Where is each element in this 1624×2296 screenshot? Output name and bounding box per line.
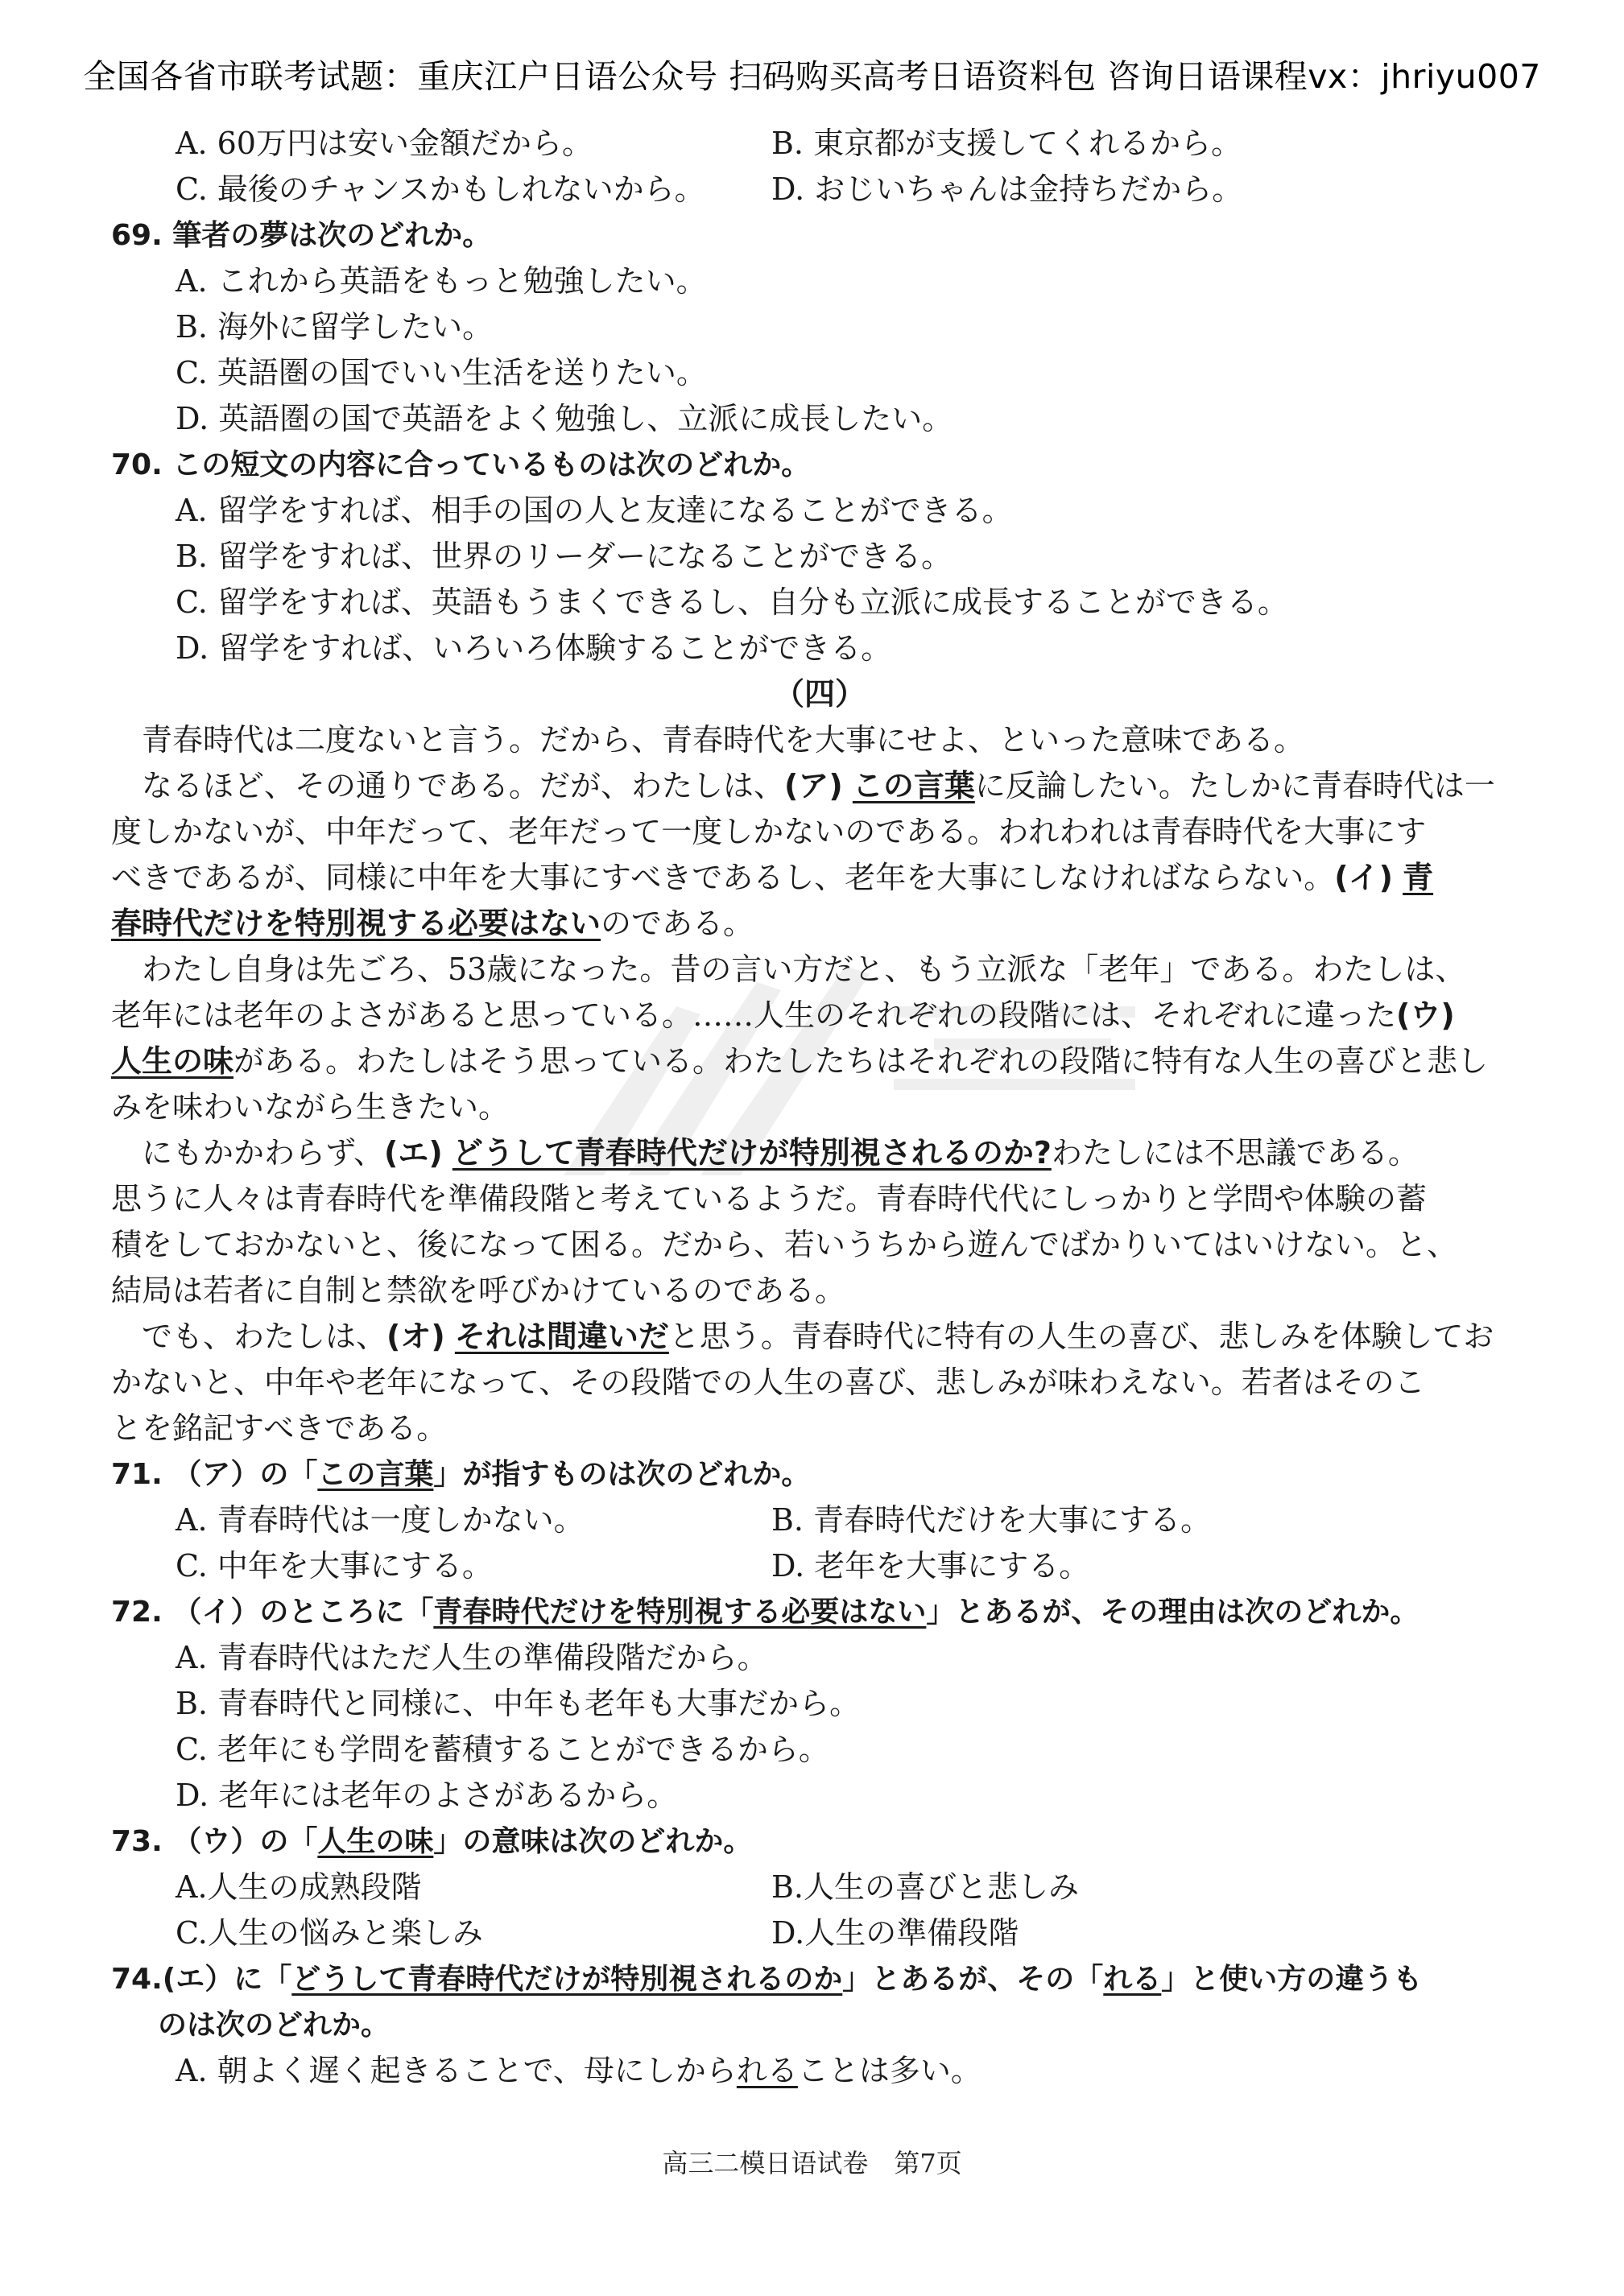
passage-line: 積をしておかないと、後になって困る。だから、若いうちから遊んでばかりいてはいけない。と、 [111,1227,1458,1262]
option-d: D. 留学をすれば、いろいろ体験することができる。 [176,630,892,666]
passage-line: でも、わたしは、(オ) それは間違いだと思う。青春時代に特有の人生の喜び、悲しみを体験してお [142,1319,1494,1354]
reading-passage [111,717,1528,1452]
option-b: B.人生の喜びと悲しみ [771,1869,1080,1905]
q68-options-row-1 [111,121,1528,167]
option-b: B. 青春時代だけを大事にする。 [771,1502,1212,1538]
option-d: D. 老年には老年のよさがあるから。 [176,1778,678,1813]
option-b: B. 留学をすれば、世界のリーダーになることができる。 [176,539,952,574]
passage-line: にもかかわらず、(エ) どうして青春時代だけが特別視されるのか?わたしには不思議である。 [142,1135,1419,1171]
option-c: C.人生の悩みと楽しみ [176,1915,483,1951]
passage-line: なるほど、その通りである。だが、わたしは、(ア) この言葉に反論したい。たしかに青春時代は一 [142,768,1495,803]
passage-line: とを銘記すべきである。 [111,1410,448,1446]
passage-line: 度しかないが、中年だって、老年だって一度しかないのである。われわれは青春時代を大事にす [111,814,1427,849]
passage-line: 人生の味がある。わたしはそう思っている。わたしたちはそれぞれの段階に特有な人生の喜びと悲し [111,1043,1489,1079]
option-a: A. 朝よく遅く起きることで、母にしかられることは多い。 [176,2053,981,2088]
option-b: B. 東京都が支援してくれるから。 [771,126,1242,161]
underlined-phrase: この言葉 [852,768,975,803]
underlined-phrase: 青春時代だけを特別視する必要はない [433,1596,927,1629]
underlined-phrase: れる [1103,1963,1162,1996]
passage-line: かないと、中年や老年になって、その段階での人生の喜び、悲しみが味わえない。若者はそのこ [111,1365,1425,1400]
marker-a: (ア) [784,768,843,803]
question-74-stem: 74.(エ）に「どうして青春時代だけが特別視されるのか」とあるが、その「れる」と使い方の違うも [111,1963,1423,1996]
underlined-phrase: この言葉 [317,1458,434,1491]
option-a: A. 留学をすれば、相手の国の人と友達になることができる。 [176,493,1013,528]
passage-line: みを味わいながら生きたい。 [111,1089,510,1125]
question-69-stem: 69. 筆者の夢は次のどれか。 [111,219,492,252]
question-74-stem-cont: のは次のどれか。 [158,2009,391,2042]
passage-line: べきであるが、同様に中年を大事にすべきであるし、老年を大事にしなければならない。(イ) 青 [111,860,1434,895]
option-b: B. 青春時代と同様に、中年も老年も大事だから。 [176,1686,861,1721]
underlined-phrase: 青 [1403,860,1434,895]
passage-line: 青春時代は二度ないと言う。だから、青春時代を大事にせよ、といった意味である。 [142,722,1305,758]
section-title: （四） [773,676,866,712]
option-d: D. 英語圏の国で英語をよく勉強し、立派に成長したい。 [176,401,953,436]
marker-u: (ウ) [1396,997,1455,1033]
underlined-phrase: 人生の味 [111,1043,234,1079]
option-c: C. 老年にも学問を蓄積することができるから。 [176,1732,829,1767]
option-c: C. 中年を大事にする。 [176,1548,493,1584]
option-c: C. 最後のチャンスかもしれないから。 [176,171,705,207]
option-d: D. 老年を大事にする。 [771,1548,1090,1584]
underlined-phrase: どうして青春時代だけが特別視されるのか [291,1963,843,1996]
q73-options-row-2 [111,1910,1528,1956]
option-a: A. これから英語をもっと勉強したい。 [176,263,707,299]
underlined-phrase: 人生の味 [317,1825,434,1858]
page-footer: 高三二模日语试卷 第7页 [662,2148,962,2178]
option-a: A. 60万円は安い金額だから。 [176,126,593,161]
option-d: D.人生の準備段階 [771,1915,1019,1951]
marker-o: (オ) [386,1319,445,1354]
q71-options-row-1 [111,1497,1528,1543]
q73-options-row-1 [111,1864,1528,1910]
option-d: D. おじいちゃんは金持ちだから。 [771,171,1243,207]
underlined-phrase: それは間違いだ [454,1319,669,1354]
passage-line: 結局は若者に自制と禁欲を呼びかけているのである。 [111,1273,846,1308]
underlined-phrase: 春時代だけを特別視する必要はない [111,906,601,941]
question-71-stem: 71. （ア）の「この言葉」が指すものは次のどれか。 [111,1458,811,1491]
exam-content [111,121,1528,2094]
marker-e: (エ) [383,1135,443,1171]
option-a: A. 青春時代は一度しかない。 [176,1502,585,1538]
option-a: A.人生の成熟段階 [176,1869,422,1905]
question-72-stem: 72. （イ）のところに「青春時代だけを特別視する必要はない」とあるが、その理由は次のどれか。 [111,1596,1419,1629]
question-70-stem: 70. この短文の内容に合っているものは次のどれか。 [111,448,811,481]
q68-options-row-2 [111,167,1528,213]
underlined-phrase: どうして青春時代だけが特別視されるのか? [452,1135,1052,1171]
option-c: C. 英語圏の国でいい生活を送りたい。 [176,355,707,390]
q71-options-row-2 [111,1543,1528,1589]
question-73-stem: 73. （ウ）の「人生の味」の意味は次のどれか。 [111,1825,753,1858]
underlined-phrase: れる [736,2053,798,2088]
header-banner: 全国各省市联考试题：重庆江户日语公众号 扫码购买高考日语资料包 咨询日语课程vx：jhriyu007 [83,57,1541,96]
passage-line: 老年には老年のよさがあると思っている。……人生のそれぞれの段階には、それぞれに違った(ウ) [111,997,1455,1033]
marker-i: (イ) [1334,860,1393,895]
passage-line: 思うに人々は青春時代を準備段階と考えているようだ。青春時代代にしっかりと学問や体験の蓄 [111,1181,1428,1216]
passage-line: 春時代だけを特別視する必要はないのである。 [111,906,754,941]
option-c: C. 留学をすれば、英語もうまくできるし、自分も立派に成長することができる。 [176,584,1288,620]
passage-line: わたし自身は先ごろ、53歳になった。昔の言い方だと、もう立派な「老年」である。わたしは、 [142,952,1466,987]
option-a: A. 青春時代はただ人生の準備段階だから。 [176,1640,768,1675]
option-b: B. 海外に留学したい。 [176,309,494,345]
